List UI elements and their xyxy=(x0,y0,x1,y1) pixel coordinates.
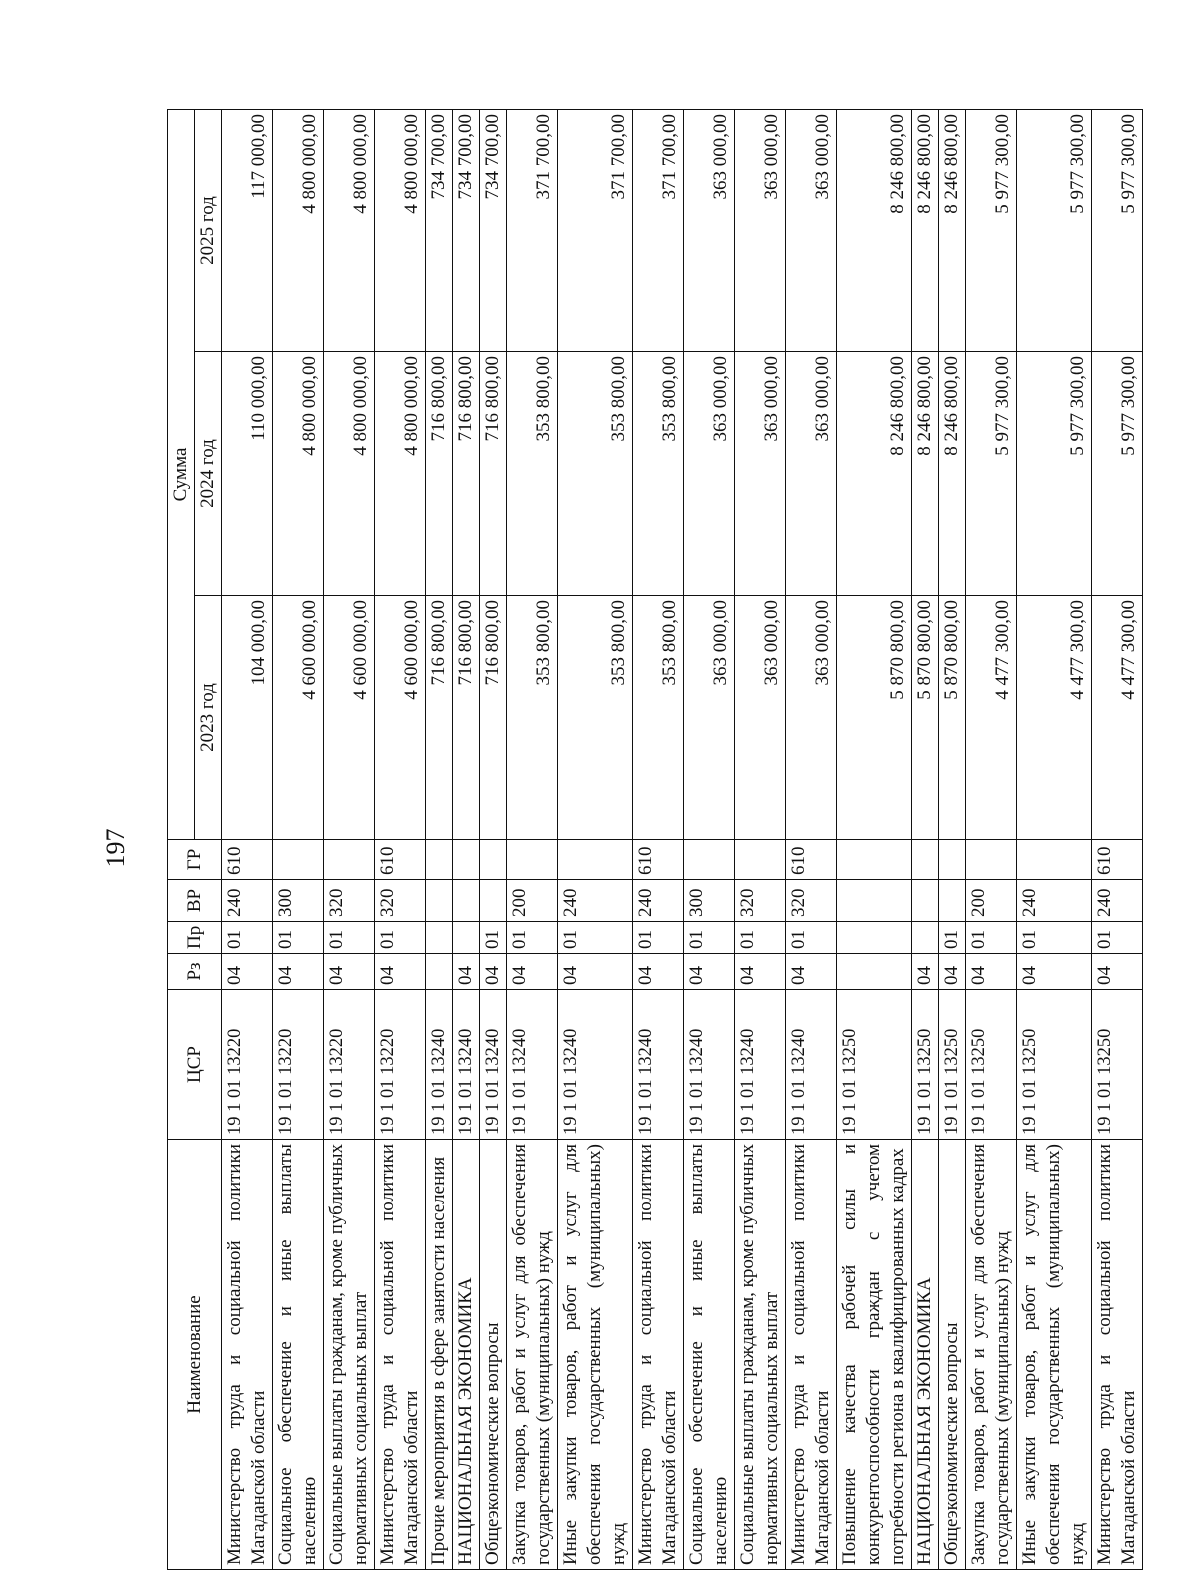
cell-pr: 01 xyxy=(324,922,375,954)
cell-2024: 4 800 000,00 xyxy=(324,352,375,596)
cell-csr: 19 1 01 13240 xyxy=(786,990,837,1140)
cell-pr: 01 xyxy=(480,922,507,954)
cell-vr: 320 xyxy=(375,880,426,922)
cell-vr: 300 xyxy=(684,880,735,922)
cell-pr xyxy=(837,922,912,954)
cell-rz: 04 xyxy=(222,954,273,990)
cell-rz xyxy=(426,954,453,990)
cell-csr: 19 1 01 13240 xyxy=(633,990,684,1140)
cell-name: НАЦИОНАЛЬНАЯ ЭКОНОМИКА xyxy=(453,1140,480,1570)
cell-2024: 5 977 300,00 xyxy=(1092,352,1143,596)
cell-gr: 610 xyxy=(1092,840,1143,880)
cell-csr: 19 1 01 13240 xyxy=(507,990,558,1140)
cell-2023: 4 477 300,00 xyxy=(966,596,1017,840)
cell-csr: 19 1 01 13240 xyxy=(426,990,453,1140)
cell-2024: 353 800,00 xyxy=(558,352,633,596)
table-row xyxy=(558,110,633,1570)
budget-table xyxy=(167,109,1143,1570)
cell-2025: 363 000,00 xyxy=(735,110,786,352)
cell-2024: 363 000,00 xyxy=(684,352,735,596)
table-row xyxy=(480,110,507,1570)
cell-2023: 4 600 000,00 xyxy=(375,596,426,840)
cell-csr: 19 1 01 13220 xyxy=(273,990,324,1140)
cell-name: НАЦИОНАЛЬНАЯ ЭКОНОМИКА xyxy=(912,1140,939,1570)
cell-rz xyxy=(837,954,912,990)
cell-2025: 734 700,00 xyxy=(480,110,507,352)
cell-2024: 110 000,00 xyxy=(222,352,273,596)
cell-csr: 19 1 01 13240 xyxy=(735,990,786,1140)
cell-gr xyxy=(735,840,786,880)
cell-2023: 716 800,00 xyxy=(426,596,453,840)
cell-2025: 4 800 000,00 xyxy=(375,110,426,352)
cell-vr: 200 xyxy=(507,880,558,922)
cell-vr xyxy=(939,880,966,922)
cell-2023: 4 477 300,00 xyxy=(1017,596,1092,840)
cell-2025: 117 000,00 xyxy=(222,110,273,352)
cell-rz: 04 xyxy=(633,954,684,990)
cell-gr xyxy=(684,840,735,880)
cell-name: Общеэкономические вопросы xyxy=(939,1140,966,1570)
table-row xyxy=(375,110,426,1570)
cell-2025: 5 977 300,00 xyxy=(966,110,1017,352)
cell-name: Закупка товаров, работ и услуг для обеспечения государственных (муниципальных) нужд xyxy=(507,1140,558,1570)
cell-rz: 04 xyxy=(735,954,786,990)
table-row xyxy=(324,110,375,1570)
cell-2023: 716 800,00 xyxy=(480,596,507,840)
cell-2023: 353 800,00 xyxy=(507,596,558,840)
cell-name: Министерство труда и социальной политики Магаданской области xyxy=(786,1140,837,1570)
table-row xyxy=(786,110,837,1570)
cell-2025: 4 800 000,00 xyxy=(273,110,324,352)
cell-name: Повышение качества рабочей силы и конкурентоспособности граждан с учетом потребности региона в квалифицированных кадрах xyxy=(837,1140,912,1570)
header-year-2025: 2025 год xyxy=(195,110,222,352)
cell-gr xyxy=(273,840,324,880)
cell-2025: 8 246 800,00 xyxy=(837,110,912,352)
cell-vr xyxy=(426,880,453,922)
cell-2025: 8 246 800,00 xyxy=(912,110,939,352)
table-row xyxy=(912,110,939,1570)
cell-csr: 19 1 01 13250 xyxy=(912,990,939,1140)
header-year-2024: 2024 год xyxy=(195,352,222,596)
table-row xyxy=(1017,110,1092,1570)
cell-vr: 240 xyxy=(633,880,684,922)
cell-gr xyxy=(837,840,912,880)
cell-vr: 300 xyxy=(273,880,324,922)
cell-vr xyxy=(480,880,507,922)
cell-pr: 01 xyxy=(375,922,426,954)
cell-rz: 04 xyxy=(786,954,837,990)
cell-2025: 371 700,00 xyxy=(507,110,558,352)
cell-rz: 04 xyxy=(375,954,426,990)
cell-vr: 200 xyxy=(966,880,1017,922)
cell-name: Общеэкономические вопросы xyxy=(480,1140,507,1570)
header-name: Наименование xyxy=(168,1140,222,1570)
cell-vr: 240 xyxy=(1017,880,1092,922)
cell-name: Закупка товаров, работ и услуг для обеспечения государственных (муниципальных) нужд xyxy=(966,1140,1017,1570)
cell-rz: 04 xyxy=(273,954,324,990)
cell-2024: 5 977 300,00 xyxy=(966,352,1017,596)
cell-2025: 371 700,00 xyxy=(558,110,633,352)
cell-pr: 01 xyxy=(1092,922,1143,954)
cell-gr xyxy=(324,840,375,880)
cell-2025: 5 977 300,00 xyxy=(1092,110,1143,352)
cell-2024: 363 000,00 xyxy=(786,352,837,596)
cell-2024: 8 246 800,00 xyxy=(912,352,939,596)
header-gr: ГР xyxy=(168,840,222,880)
cell-vr: 240 xyxy=(558,880,633,922)
table-row xyxy=(507,110,558,1570)
header-sum: Сумма xyxy=(168,110,195,840)
cell-2024: 716 800,00 xyxy=(453,352,480,596)
cell-2025: 8 246 800,00 xyxy=(939,110,966,352)
cell-rz: 04 xyxy=(1092,954,1143,990)
cell-rz: 04 xyxy=(507,954,558,990)
cell-2024: 353 800,00 xyxy=(507,352,558,596)
cell-pr: 01 xyxy=(507,922,558,954)
cell-gr: 610 xyxy=(375,840,426,880)
cell-name: Прочие мероприятия в сфере занятости населения xyxy=(426,1140,453,1570)
cell-2023: 104 000,00 xyxy=(222,596,273,840)
cell-pr: 01 xyxy=(558,922,633,954)
cell-2023: 5 870 800,00 xyxy=(939,596,966,840)
table-row xyxy=(837,110,912,1570)
table-header xyxy=(168,110,222,1570)
cell-csr: 19 1 01 13250 xyxy=(939,990,966,1140)
cell-2025: 5 977 300,00 xyxy=(1017,110,1092,352)
cell-2024: 8 246 800,00 xyxy=(837,352,912,596)
cell-2025: 363 000,00 xyxy=(786,110,837,352)
cell-pr xyxy=(453,922,480,954)
cell-gr xyxy=(966,840,1017,880)
cell-2023: 5 870 800,00 xyxy=(837,596,912,840)
cell-csr: 19 1 01 13240 xyxy=(558,990,633,1140)
cell-rz: 04 xyxy=(480,954,507,990)
cell-pr: 01 xyxy=(273,922,324,954)
cell-pr: 01 xyxy=(684,922,735,954)
cell-csr: 19 1 01 13240 xyxy=(480,990,507,1140)
header-rz: Рз xyxy=(168,954,222,990)
cell-2025: 363 000,00 xyxy=(684,110,735,352)
cell-gr xyxy=(426,840,453,880)
cell-pr xyxy=(912,922,939,954)
cell-csr: 19 1 01 13220 xyxy=(222,990,273,1140)
cell-2023: 363 000,00 xyxy=(786,596,837,840)
cell-name: Министерство труда и социальной политики Магаданской области xyxy=(375,1140,426,1570)
cell-pr: 01 xyxy=(1017,922,1092,954)
cell-csr: 19 1 01 13250 xyxy=(1092,990,1143,1140)
cell-name: Иные закупки товаров, работ и услуг для обеспечения государственных (муниципальных) нужд xyxy=(1017,1140,1092,1570)
cell-2024: 8 246 800,00 xyxy=(939,352,966,596)
cell-rz: 04 xyxy=(684,954,735,990)
cell-name: Иные закупки товаров, работ и услуг для обеспечения государственных (муниципальных) нужд xyxy=(558,1140,633,1570)
cell-pr: 01 xyxy=(966,922,1017,954)
cell-vr: 320 xyxy=(786,880,837,922)
cell-pr: 01 xyxy=(735,922,786,954)
cell-2023: 363 000,00 xyxy=(684,596,735,840)
cell-2025: 4 800 000,00 xyxy=(324,110,375,352)
cell-vr: 240 xyxy=(222,880,273,922)
table-row xyxy=(966,110,1017,1570)
cell-2025: 734 700,00 xyxy=(426,110,453,352)
cell-2024: 716 800,00 xyxy=(426,352,453,596)
cell-pr: 01 xyxy=(939,922,966,954)
cell-2025: 371 700,00 xyxy=(633,110,684,352)
cell-2023: 363 000,00 xyxy=(735,596,786,840)
cell-gr xyxy=(939,840,966,880)
table-row xyxy=(273,110,324,1570)
table-row xyxy=(939,110,966,1570)
cell-name: Социальное обеспечение и иные выплаты населению xyxy=(273,1140,324,1570)
cell-gr xyxy=(453,840,480,880)
cell-gr xyxy=(507,840,558,880)
cell-2024: 353 800,00 xyxy=(633,352,684,596)
cell-2023: 5 870 800,00 xyxy=(912,596,939,840)
cell-2023: 4 600 000,00 xyxy=(324,596,375,840)
cell-pr: 01 xyxy=(786,922,837,954)
cell-gr: 610 xyxy=(633,840,684,880)
cell-pr: 01 xyxy=(222,922,273,954)
cell-2023: 353 800,00 xyxy=(558,596,633,840)
cell-gr xyxy=(912,840,939,880)
cell-2024: 4 800 000,00 xyxy=(375,352,426,596)
cell-2024: 716 800,00 xyxy=(480,352,507,596)
table-row xyxy=(633,110,684,1570)
cell-gr xyxy=(480,840,507,880)
table-row xyxy=(684,110,735,1570)
cell-csr: 19 1 01 13250 xyxy=(966,990,1017,1140)
table-row xyxy=(222,110,273,1570)
cell-2023: 4 477 300,00 xyxy=(1092,596,1143,840)
page-number: 197 xyxy=(101,828,130,868)
cell-name: Министерство труда и социальной политики Магаданской области xyxy=(1092,1140,1143,1570)
rotated-page xyxy=(167,110,1139,1570)
cell-rz: 04 xyxy=(558,954,633,990)
cell-csr: 19 1 01 13220 xyxy=(324,990,375,1140)
cell-csr: 19 1 01 13250 xyxy=(1017,990,1092,1140)
table-row xyxy=(426,110,453,1570)
cell-name: Социальное обеспечение и иные выплаты населению xyxy=(684,1140,735,1570)
table-row xyxy=(735,110,786,1570)
header-csr: ЦСР xyxy=(168,990,222,1140)
cell-2024: 363 000,00 xyxy=(735,352,786,596)
cell-name: Социальные выплаты гражданам, кроме публичных нормативных социальных выплат xyxy=(324,1140,375,1570)
cell-gr: 610 xyxy=(222,840,273,880)
table-row xyxy=(1092,110,1143,1570)
cell-2023: 4 600 000,00 xyxy=(273,596,324,840)
cell-vr: 320 xyxy=(324,880,375,922)
cell-vr xyxy=(453,880,480,922)
cell-2023: 716 800,00 xyxy=(453,596,480,840)
cell-vr: 320 xyxy=(735,880,786,922)
cell-rz: 04 xyxy=(324,954,375,990)
cell-2023: 353 800,00 xyxy=(633,596,684,840)
cell-rz: 04 xyxy=(966,954,1017,990)
cell-vr xyxy=(837,880,912,922)
cell-gr xyxy=(558,840,633,880)
cell-csr: 19 1 01 13240 xyxy=(684,990,735,1140)
cell-2024: 4 800 000,00 xyxy=(273,352,324,596)
cell-name: Министерство труда и социальной политики Магаданской области xyxy=(633,1140,684,1570)
cell-rz: 04 xyxy=(1017,954,1092,990)
table-row xyxy=(453,110,480,1570)
cell-rz: 04 xyxy=(453,954,480,990)
cell-pr: 01 xyxy=(633,922,684,954)
header-vr: ВР xyxy=(168,880,222,922)
cell-csr: 19 1 01 13240 xyxy=(453,990,480,1140)
cell-rz: 04 xyxy=(912,954,939,990)
header-pr: Пр xyxy=(168,922,222,954)
cell-vr xyxy=(912,880,939,922)
cell-rz: 04 xyxy=(939,954,966,990)
cell-csr: 19 1 01 13220 xyxy=(375,990,426,1140)
cell-name: Социальные выплаты гражданам, кроме публичных нормативных социальных выплат xyxy=(735,1140,786,1570)
cell-2025: 734 700,00 xyxy=(453,110,480,352)
table-body xyxy=(222,110,1143,1570)
cell-gr xyxy=(1017,840,1092,880)
cell-name: Министерство труда и социальной политики Магаданской области xyxy=(222,1140,273,1570)
cell-csr: 19 1 01 13250 xyxy=(837,990,912,1140)
cell-gr: 610 xyxy=(786,840,837,880)
header-year-2023: 2023 год xyxy=(195,596,222,840)
cell-vr: 240 xyxy=(1092,880,1143,922)
cell-pr xyxy=(426,922,453,954)
cell-2024: 5 977 300,00 xyxy=(1017,352,1092,596)
